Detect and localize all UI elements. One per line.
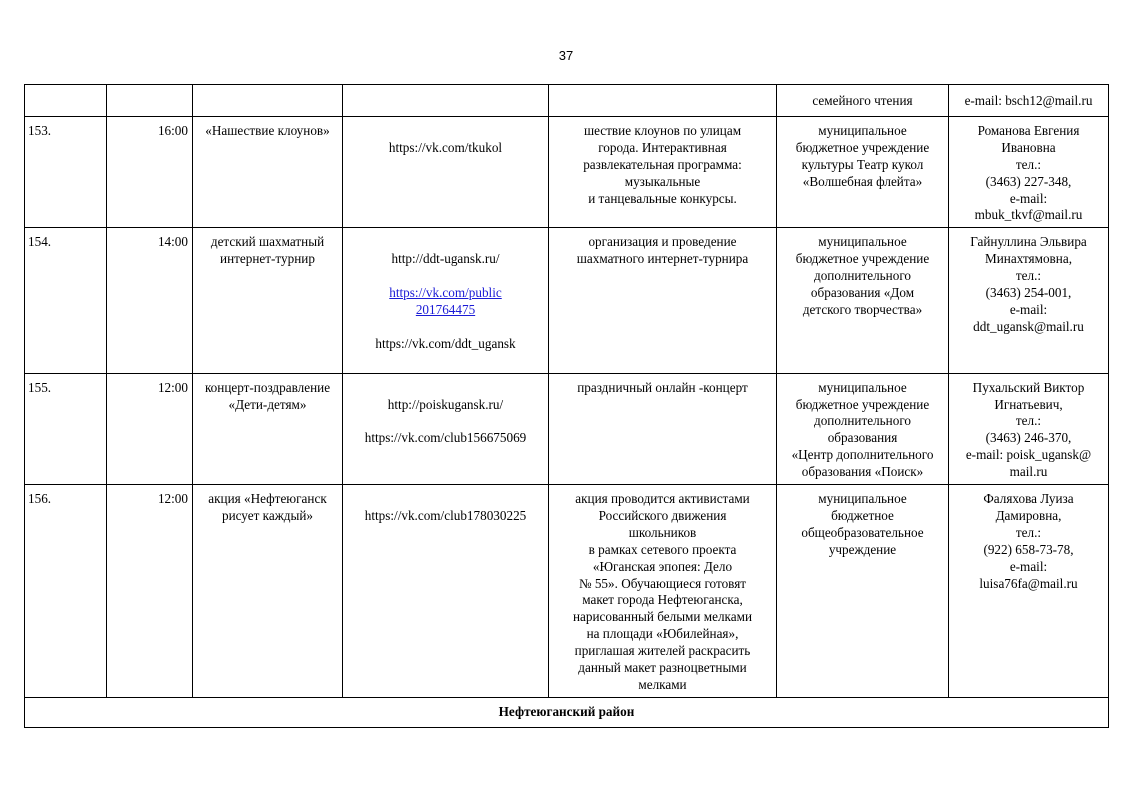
event-time: 16:00 <box>107 116 193 227</box>
organizer: муниципальное бюджетное учреждение дополнительного образования «Центр дополнительного образования «Поиск» <box>777 373 949 484</box>
row-number: 153. <box>25 116 107 227</box>
event-title: концерт-поздравление «Дети-детям» <box>193 373 343 484</box>
event-description: шествие клоунов по улицам города. Интерактивная развлекательная программа: музыкальные и танцевальные конкурсы. <box>549 116 777 227</box>
page-number: 37 <box>558 48 574 63</box>
event-link[interactable]: https://vk.com/ddt_ugansk <box>375 335 516 351</box>
event-link[interactable]: http://poiskugansk.ru/ <box>387 396 504 412</box>
event-links <box>343 485 549 698</box>
contact-person: Гайнуллина Эльвира Минахтямовна, тел.: (3463) 254-001, e-mail: ddt_ugansk@mail.ru <box>949 228 1109 373</box>
cell-contact: e-mail: bsch12@mail.ru <box>949 85 1109 117</box>
table-row <box>25 373 1109 484</box>
section-header-row <box>25 697 1109 727</box>
organizer: муниципальное бюджетное учреждение культуры Театр кукол «Волшебная флейта» <box>777 116 949 227</box>
event-links <box>343 228 549 373</box>
event-links <box>343 373 549 484</box>
event-title: детский шахматный интернет-турнир <box>193 228 343 373</box>
row-number: 154. <box>25 228 107 373</box>
event-link[interactable]: https://vk.com/club178030225 <box>364 507 527 523</box>
table-row <box>25 228 1109 373</box>
row-number: 155. <box>25 373 107 484</box>
cell-num <box>25 85 107 117</box>
contact-person: Романова Евгения Ивановна тел.: (3463) 227-348, e-mail: mbuk_tkvf@mail.ru <box>949 116 1109 227</box>
events-table <box>24 84 1109 728</box>
event-time: 12:00 <box>107 485 193 698</box>
contact-person: Пухальский Виктор Игнатьевич, тел.: (3463) 246-370, e-mail: poisk_ugansk@ mail.ru <box>949 373 1109 484</box>
event-link[interactable]: http://ddt-ugansk.ru/ <box>391 251 500 267</box>
cell-time <box>107 85 193 117</box>
event-title: «Нашествие клоунов» <box>193 116 343 227</box>
organizer: муниципальное бюджетное учреждение дополнительного образования «Дом детского творчества» <box>777 228 949 373</box>
cell-event <box>193 85 343 117</box>
event-description: организация и проведение шахматного интернет-турнира <box>549 228 777 373</box>
event-time: 12:00 <box>107 373 193 484</box>
event-title: акция «Нефтеюганск рисует каждый» <box>193 485 343 698</box>
row-number: 156. <box>25 485 107 698</box>
table-row-continuation <box>25 85 1109 117</box>
event-link[interactable]: https://vk.com/tkukol <box>388 139 503 155</box>
event-link[interactable]: https://vk.com/club156675069 <box>364 430 527 446</box>
organizer: муниципальное бюджетное общеобразовательное учреждение <box>777 485 949 698</box>
cell-links <box>343 85 549 117</box>
cell-description <box>549 85 777 117</box>
event-description: праздничный онлайн -концерт <box>549 373 777 484</box>
section-title: Нефтеюганский район <box>25 697 1109 727</box>
event-links <box>343 116 549 227</box>
table-row <box>25 485 1109 698</box>
event-description: акция проводится активистами Российского движения школьников в рамках сетевого проекта «Юганская эпопея: Дело № 55». Обучающиеся готовят макет города Нефтеюганска, нарисованный белыми мелками на площади «Юбилейная», приглашая жителей раскрасить данный макет разноцветными мелками <box>549 485 777 698</box>
contact-person: Фаляхова Луиза Дамировна, тел.: (922) 658-73-78, e-mail: luisa76fa@mail.ru <box>949 485 1109 698</box>
event-time: 14:00 <box>107 228 193 373</box>
event-hyperlink[interactable]: https://vk.com/public 201764475 <box>389 285 502 317</box>
cell-org: семейного чтения <box>777 85 949 117</box>
table-row <box>25 116 1109 227</box>
